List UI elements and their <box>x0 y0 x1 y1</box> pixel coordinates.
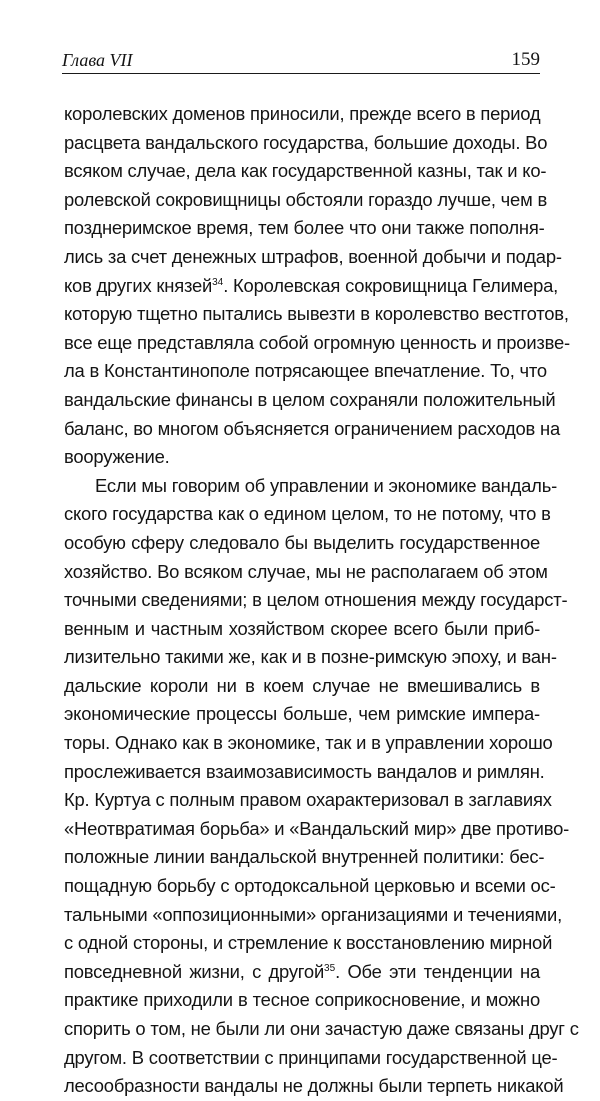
line-text-continued: . Королевская сокровищница Гелимера, <box>223 274 559 296</box>
line-text: ков других князей <box>64 274 213 296</box>
text-line <box>64 186 548 215</box>
line-text-continued: . Обе эти тенденции на <box>335 960 540 982</box>
text-line <box>64 300 569 329</box>
line-text: торы. Однако как в экономике, так и в управлении хорошо <box>64 732 553 754</box>
line-text: вооружение. <box>64 446 170 468</box>
text-line <box>64 529 540 558</box>
line-text: хозяйство. Во всяком случае, мы не располагаем об этом <box>64 560 548 582</box>
header-rule <box>62 73 540 74</box>
line-text: практике приходили в тесное соприкосновение, и можно <box>64 989 540 1011</box>
text-line <box>64 929 553 958</box>
text-line <box>64 386 556 415</box>
line-text: спорить о том, не были ли они зачастую даже связаны друг с <box>64 1018 579 1039</box>
line-text: повседневной жизни, с другой <box>64 960 325 982</box>
running-header <box>62 44 540 74</box>
line-text: баланс, во многом объясняется ограничением расходов на <box>64 417 561 439</box>
text-line <box>64 329 570 358</box>
text-line <box>64 758 545 787</box>
text-line <box>64 958 540 987</box>
line-text: лись за счет денежных штрафов, военной добычи и подар- <box>64 245 562 267</box>
line-text: ского государства как о едином целом, то не потому, что в <box>64 503 551 525</box>
text-line <box>64 615 540 644</box>
text-line <box>64 443 540 472</box>
line-text: другом. В соответствии с принципами государственной це- <box>64 1046 558 1068</box>
text-line <box>64 901 562 930</box>
text-line <box>64 1044 558 1073</box>
line-text: Кр. Куртуа с полным правом охарактеризовал в заглавиях <box>64 789 552 811</box>
text-line <box>64 272 559 301</box>
page-number: 159 <box>511 49 540 70</box>
text-line <box>64 100 540 129</box>
line-text: лизительно такими же, как и в позне-римскую эпоху, и ван- <box>64 646 557 668</box>
text-line <box>64 157 547 186</box>
text-line <box>64 729 553 758</box>
text-line <box>64 672 540 701</box>
text-line <box>64 786 552 815</box>
text-line <box>64 357 547 386</box>
line-text: расцвета вандальского государства, большие доходы. Во <box>64 131 548 153</box>
line-text: венным и частным хозяйством скорее всего были приб- <box>64 617 540 639</box>
text-line <box>64 815 570 844</box>
text-line <box>64 214 545 243</box>
line-text: прослеживается взаимозависимость вандалов и римлян. <box>64 760 545 782</box>
text-line <box>64 586 568 615</box>
text-line <box>64 872 556 901</box>
line-text: Если мы говорим об управлении и экономике вандаль- <box>95 474 557 496</box>
paragraph <box>64 472 579 1101</box>
text-line <box>64 700 540 729</box>
line-text: точными сведениями; в целом отношения между государст- <box>64 589 568 611</box>
line-text: с одной стороны, и стремление к восстановлению мирной <box>64 932 553 954</box>
text-line <box>64 1072 564 1101</box>
line-text: которую тщетно пытались вывезти в королевство вестготов, <box>64 303 569 325</box>
footnote-marker: 34 <box>212 276 224 288</box>
text-line <box>64 415 561 444</box>
line-text: «Неотвратимая борьба» и «Вандальский мир» две противо- <box>64 817 570 839</box>
text-line <box>64 243 562 272</box>
body-text <box>64 100 579 1101</box>
line-text: королевских доменов приносили, прежде всего в период <box>64 103 541 124</box>
line-text: позднеримское время, тем более что они также пополня- <box>64 217 545 239</box>
line-text: вандальские финансы в целом сохраняли положительный <box>64 388 556 410</box>
text-line <box>64 843 545 872</box>
line-text: лесообразности вандалы не должны были терпеть никакой <box>64 1075 564 1097</box>
line-text: тальными «оппозиционными» организациями и течениями, <box>64 903 562 925</box>
text-line <box>64 1015 579 1044</box>
text-line <box>64 500 551 529</box>
line-text: ла в Константинополе потрясающее впечатление. То, что <box>64 360 547 382</box>
text-line <box>64 986 540 1015</box>
text-line <box>64 558 548 587</box>
chapter-label: Глава VII <box>62 50 133 70</box>
line-text: дальские короли ни в коем случае не вмешивались в <box>64 674 540 696</box>
paragraph <box>64 100 570 472</box>
line-text: экономические процессы больше, чем римские импера- <box>64 703 540 725</box>
line-text: все еще представляла собой огромную ценность и произве- <box>64 331 570 353</box>
text-line <box>64 129 548 158</box>
line-text: особую сферу следовало бы выделить государственное <box>64 531 540 553</box>
line-text: всяком случае, дела как государственной казны, так и ко- <box>64 160 547 182</box>
text-line <box>64 643 557 672</box>
line-text: положные линии вандальской внутренней политики: бес- <box>64 846 545 868</box>
line-text: ролевской сокровищницы обстояли гораздо лучше, чем в <box>64 188 548 210</box>
text-line <box>64 472 557 501</box>
line-text: пощадную борьбу с ортодоксальной церковью и всеми ос- <box>64 875 556 897</box>
footnote-marker: 35 <box>324 962 336 974</box>
